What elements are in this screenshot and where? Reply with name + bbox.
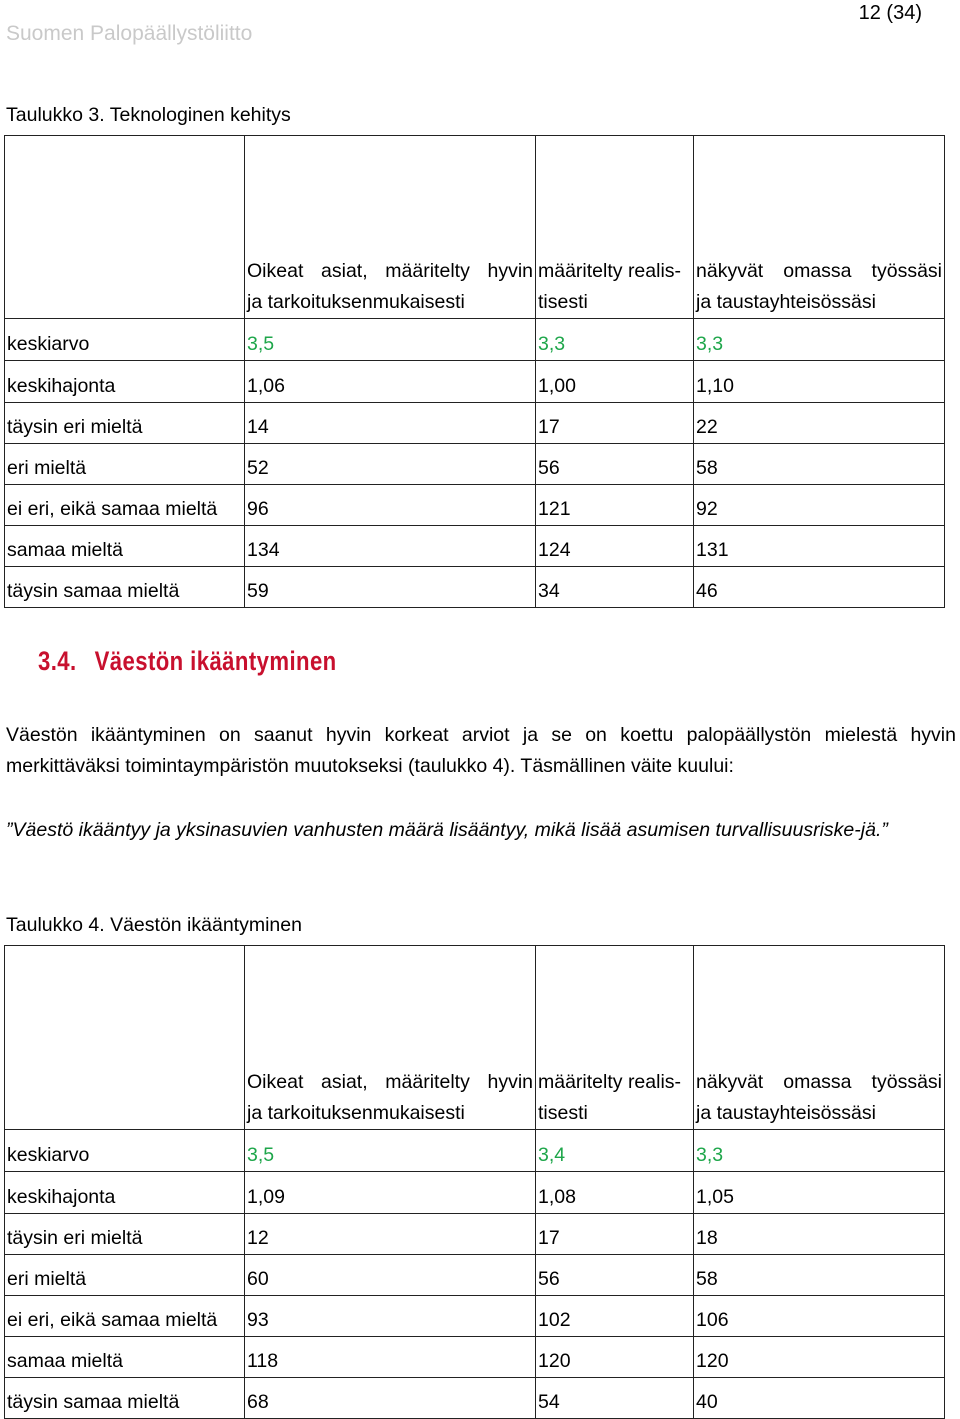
row-label: eri mieltä (5, 1255, 245, 1296)
table-cell: 120 (536, 1337, 694, 1378)
table4-caption-label: Taulukko 4. (6, 914, 105, 936)
table-cell: 52 (245, 444, 536, 485)
table-cell: 68 (245, 1378, 536, 1419)
table-row (5, 485, 945, 526)
column-header-line: tisesti (538, 1102, 588, 1124)
section-number: 3.4. (38, 646, 77, 676)
column-header-line: ja tarkoituksenmukaisesti (247, 291, 465, 313)
table-row (5, 1296, 945, 1337)
table-header-empty (5, 946, 245, 1130)
table-row (5, 1172, 945, 1214)
table4-caption (6, 914, 302, 937)
table-cell: 58 (694, 444, 945, 485)
table3-caption-title: Teknologinen kehitys (109, 104, 291, 126)
table-cell: 56 (536, 444, 694, 485)
table-row (5, 444, 945, 485)
row-label: täysin eri mieltä (5, 403, 245, 444)
column-header (694, 136, 945, 319)
table-row (5, 567, 945, 608)
table-cell: 93 (245, 1296, 536, 1337)
column-header-line: ja taustayhteisössäsi (696, 1102, 876, 1124)
table-header-row (5, 946, 945, 1130)
table-cell: 131 (694, 526, 945, 567)
table-row (5, 1337, 945, 1378)
column-header (694, 946, 945, 1130)
table-cell: 3,5 (245, 1130, 536, 1172)
column-header-line: ja taustayhteisössäsi (696, 291, 876, 313)
table3-caption (6, 104, 291, 127)
table-row (5, 1130, 945, 1172)
table-cell: 56 (536, 1255, 694, 1296)
table-cell: 22 (694, 403, 945, 444)
table-cell: 96 (245, 485, 536, 526)
table-cell: 1,09 (245, 1172, 536, 1214)
row-label: eri mieltä (5, 444, 245, 485)
section-paragraph: Väestön ikääntyminen on saanut hyvin korkeat arviot ja se on koettu palopäällystön mielestä hyvin merkittäväksi toimintaympäristön muutokseksi (taulukko 4). Täsmällinen väite kuului: (6, 724, 956, 777)
section-heading (38, 646, 337, 677)
table-row (5, 361, 945, 403)
table3 (4, 135, 945, 608)
table-cell: 54 (536, 1378, 694, 1419)
table-row (5, 319, 945, 361)
table-header-row (5, 136, 945, 319)
row-label: ei eri, eikä samaa mieltä (5, 1296, 245, 1337)
table-cell: 3,3 (536, 319, 694, 361)
table-cell: 1,10 (694, 361, 945, 403)
row-label: keskiarvo (5, 1130, 245, 1172)
row-label: täysin samaa mieltä (5, 567, 245, 608)
column-header-line: ja tarkoituksenmukaisesti (247, 1102, 465, 1124)
row-label: ei eri, eikä samaa mieltä (5, 485, 245, 526)
table-cell: 58 (694, 1255, 945, 1296)
table-cell: 134 (245, 526, 536, 567)
table-cell: 1,06 (245, 361, 536, 403)
table-cell: 59 (245, 567, 536, 608)
table-cell: 60 (245, 1255, 536, 1296)
table-cell: 92 (694, 485, 945, 526)
table-row (5, 1378, 945, 1419)
table-cell: 3,5 (245, 319, 536, 361)
table-cell: 17 (536, 1214, 694, 1255)
column-header-line: Oikeat asiat, määritelty hyvin (247, 1071, 533, 1093)
page-number: 12 (34) (858, 2, 922, 24)
table3-caption-label: Taulukko 3. (6, 104, 105, 126)
table-cell: 40 (694, 1378, 945, 1419)
table-cell: 121 (536, 485, 694, 526)
table-row (5, 526, 945, 567)
column-header (245, 136, 536, 319)
table-row (5, 1255, 945, 1296)
table-cell: 46 (694, 567, 945, 608)
column-header (536, 136, 694, 319)
table-cell: 1,08 (536, 1172, 694, 1214)
table-cell: 12 (245, 1214, 536, 1255)
row-label: samaa mieltä (5, 526, 245, 567)
table-cell: 3,3 (694, 1130, 945, 1172)
table-row (5, 403, 945, 444)
column-header-line: tisesti (538, 291, 588, 313)
column-header-line: Oikeat asiat, määritelty hyvin (247, 260, 533, 282)
table4-caption-title: Väestön ikääntyminen (110, 914, 302, 936)
table-cell: 1,00 (536, 361, 694, 403)
table-cell: 124 (536, 526, 694, 567)
table-cell: 102 (536, 1296, 694, 1337)
row-label: keskihajonta (5, 1172, 245, 1214)
table-header-empty (5, 136, 245, 319)
column-header (245, 946, 536, 1130)
organization-name: Suomen Palopäällystöliitto (6, 22, 253, 45)
table-cell: 1,05 (694, 1172, 945, 1214)
table-cell: 3,3 (694, 319, 945, 361)
table-cell: 17 (536, 403, 694, 444)
column-header-line: määritelty realis- (538, 260, 682, 282)
row-label: täysin eri mieltä (5, 1214, 245, 1255)
table4 (4, 945, 945, 1419)
column-header-line: näkyvät omassa työssäsi (696, 260, 942, 282)
column-header-line: näkyvät omassa työssäsi (696, 1071, 942, 1093)
table-cell: 118 (245, 1337, 536, 1378)
table-cell: 3,4 (536, 1130, 694, 1172)
table-cell: 106 (694, 1296, 945, 1337)
row-label: keskiarvo (5, 319, 245, 361)
column-header-line: määritelty realis- (538, 1071, 682, 1093)
table-cell: 18 (694, 1214, 945, 1255)
section-quote: ”Väestö ikääntyy ja yksinasuvien vanhusten määrä lisääntyy, mikä lisää asumisen turvallisuusriske-jä.” (6, 819, 888, 841)
table-cell: 34 (536, 567, 694, 608)
row-label: täysin samaa mieltä (5, 1378, 245, 1419)
section-title: Väestön ikääntyminen (94, 646, 337, 676)
row-label: samaa mieltä (5, 1337, 245, 1378)
column-header (536, 946, 694, 1130)
table-cell: 120 (694, 1337, 945, 1378)
table-row (5, 1214, 945, 1255)
row-label: keskihajonta (5, 361, 245, 403)
table-cell: 14 (245, 403, 536, 444)
